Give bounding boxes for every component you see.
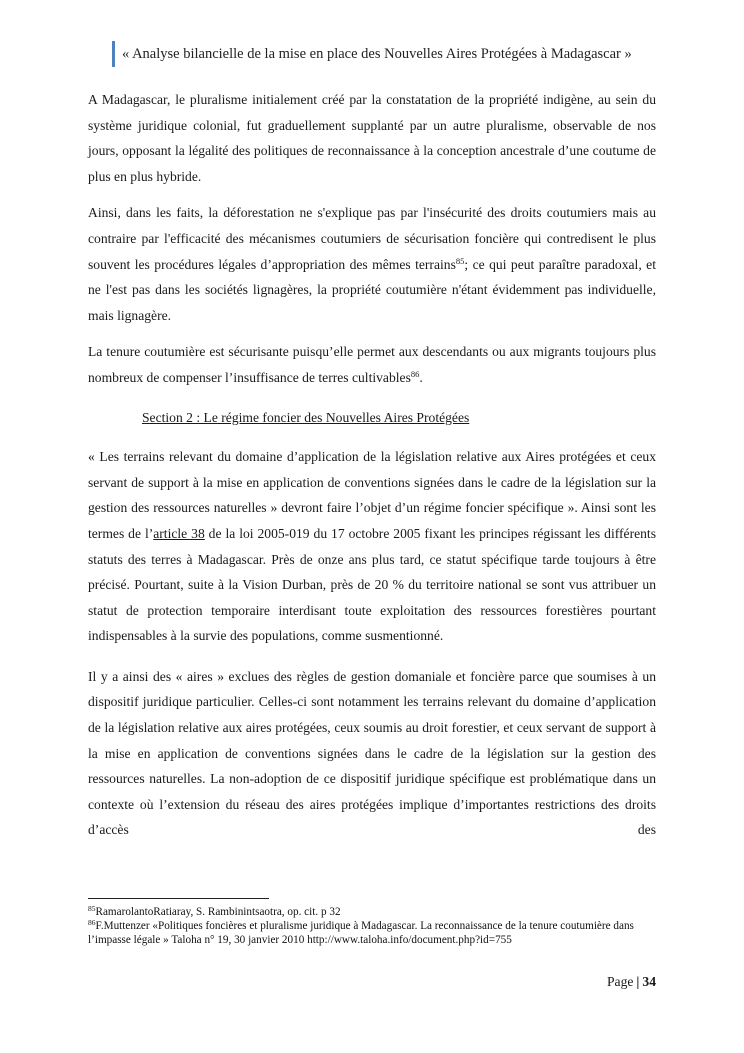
page-number: 34 (642, 974, 656, 989)
section-heading (142, 405, 656, 431)
footnotes (88, 905, 668, 948)
footnote-85-mark: 85 (88, 904, 96, 913)
paragraph-3-text: La tenure coutumière est sécurisante puisqu’elle permet aux descendants ou aux migrants toujours plus nombreux de compenser l’insuffisance de terres cultivables (88, 344, 656, 385)
footnote-85-text: RamarolantoRatiaray, S. Rambinintsaotra, op. cit. p 32 (95, 906, 341, 918)
paragraph-2-text-end: ; ce qui peut paraître paradoxal, et ne l'est pas dans les sociétés lignagères, la propriété coutumière n'étant évidemment pas individuelle, mais lignagère. (88, 256, 656, 323)
paragraph-5: Il y a ainsi des « aires » exclues des règles de gestion domaniale et foncière parce que soumises à un dispositif juridique particulier. Celles-ci sont notamment les terrains relevant du domaine d’application de la législation relative aux aires protégées, ceux soumis au droit forestier, et ceux servant de support à la mise en application de conventions signées dans le cadre de la législation sur la gestion des ressources naturelles. La non-adoption de ce dispositif juridique spécifique est problématique dans un contexte où l’extension du réseau des aires protégées implique d’importantes restrictions des droits d’accès des (88, 668, 656, 838)
page-label: Page (606, 974, 634, 989)
paragraph-3-text-end: . (419, 369, 423, 385)
paragraph-4 (88, 444, 656, 649)
paragraph-1: A Madagascar, le pluralisme initialement créé par la constatation de la propriété indigène, au sein du système juridique colonial, fut graduellement supplanté par un autre pluralisme, observable de nos jours, opposant la légalité des politiques de reconnaissance à la conception ancestrale d’une coutume de plus en plus hybride. (88, 92, 656, 184)
paragraph-4-text-end: de la loi 2005-019 du 17 octobre 2005 fixant les principes régissant les différents statuts des terres à Madagascar. Près de onze ans plus tard, ce statut spécifique tarde toujours à être précisé. Pourtant, suite à la Vision Durban, près de 20 % du territoire national se sont vus attribuer un statut de protection temporaire interdisant toute exploitation des ressources forestières pourtant indispensables à la survie des populations, comme susmentionné. (88, 525, 656, 644)
footnote-divider (88, 898, 269, 899)
article-38-link[interactable]: article 38 (153, 525, 205, 541)
running-header (112, 41, 632, 67)
footnote-85 (88, 905, 668, 919)
running-header-title: « Analyse bilancielle de la mise en place des Nouvelles Aires Protégées à Madagascar » (122, 46, 632, 62)
footnote-86 (88, 919, 668, 947)
footnote-86-mark: 86 (88, 918, 96, 928)
paragraph-2-text: Ainsi, dans les faits, la déforestation ne s'explique pas par l'insécurité des droits coutumiers mais au contraire par l'efficacité des mécanismes coutumiers de sécurisation foncière qui contredisent le plus souvent les procédures légales d’appropriation des mêmes terrains (88, 205, 656, 272)
section-heading-text: Section 2 : Le régime foncier des Nouvelles Aires Protégées (142, 409, 470, 425)
footnote-86-text: F.Muttenzer «Politiques foncières et pluralisme juridique à Madagascar. La reconnaissance de la tenure coutumière dans l’impasse légale » Taloha n° 19, 30 janvier 2010 http://www.taloha.info/document.php?id=755 (88, 920, 634, 947)
body-text (88, 87, 656, 843)
footnote-ref-86[interactable]: 86 (410, 368, 420, 379)
page-separator: | (636, 974, 640, 989)
paragraph-2 (88, 200, 656, 328)
paragraph-3 (88, 339, 656, 390)
page-footer (607, 972, 656, 992)
footnote-ref-85[interactable]: 85 (455, 255, 465, 266)
paragraph-4-text: « Les terrains relevant du domaine d’application de la législation relative aux Aires protégées et ceux servant de support à la mise en application de conventions signées dans le cadre de la législation sur la gestion des ressources naturelles » devront faire l’objet d’un régime foncier spécifique ». Ainsi sont les termes de l’ (88, 449, 656, 541)
